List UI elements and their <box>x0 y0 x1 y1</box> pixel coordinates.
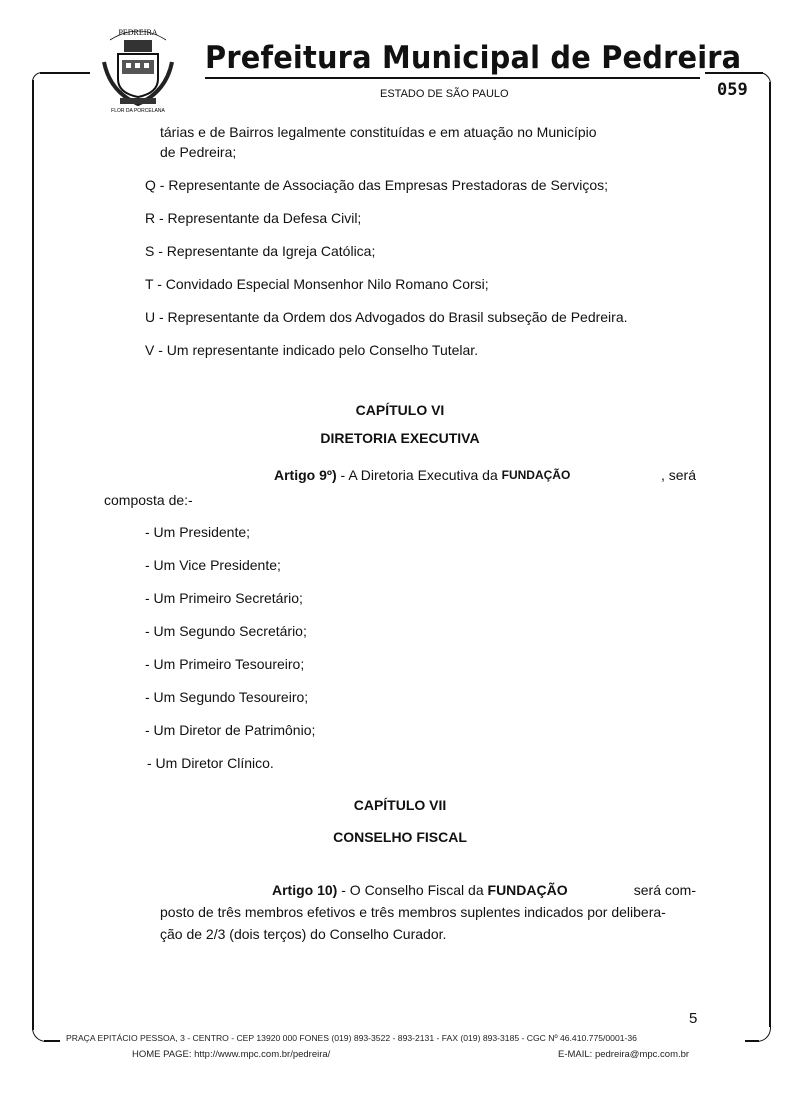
text-bold: FUNDAÇÃO <box>501 468 571 482</box>
frame-corner <box>32 72 43 83</box>
state-subtitle: ESTADO DE SÃO PAULO <box>380 88 509 100</box>
list-item: - Um Diretor de Patrimônio; <box>145 722 316 738</box>
text: será com- <box>633 882 696 898</box>
text: , será <box>660 467 696 483</box>
footer-email: E-MAIL: pedreira@mpc.com.br <box>558 1049 690 1060</box>
frame-bottom-left <box>44 1040 60 1042</box>
frame-bottom-right <box>745 1040 759 1042</box>
text-line: de Pedreira; <box>160 144 237 160</box>
list-item: - Um Primeiro Secretário; <box>145 590 303 606</box>
text-line: composta de:- <box>104 492 193 508</box>
text: - O Conselho Fiscal da <box>337 882 488 898</box>
svg-text:PEDREIRA: PEDREIRA <box>118 28 158 37</box>
svg-text:FLOR DA PORCELANA: FLOR DA PORCELANA <box>111 108 165 114</box>
list-item: R - Representante da Defesa Civil; <box>145 210 362 226</box>
list-item: - Um Vice Presidente; <box>145 557 281 573</box>
list-item: - Um Diretor Clínico. <box>147 755 274 771</box>
frame-right <box>769 82 771 1027</box>
list-item: - Um Segundo Tesoureiro; <box>145 689 309 705</box>
list-item: Q - Representante de Associação das Empresas Prestadoras de Serviços; <box>145 177 609 193</box>
article-10 <box>272 882 696 898</box>
chapter-heading: CAPÍTULO VI <box>355 402 445 418</box>
article-9 <box>274 467 696 483</box>
list-item: T - Convidado Especial Monsenhor Nilo Romano Corsi; <box>145 276 489 292</box>
chapter-subheading: CONSELHO FISCAL <box>333 829 467 845</box>
list-item: S - Representante da Igreja Católica; <box>145 243 376 259</box>
list-item: V - Um representante indicado pelo Conselho Tutelar. <box>145 342 479 358</box>
list-item: - Um Segundo Secretário; <box>145 623 307 639</box>
chapter-heading: CAPÍTULO VII <box>353 797 447 813</box>
footer-address: PRAÇA EPITÁCIO PESSOA, 3 - CENTRO - CEP 13920 000 FONES (019) 893-3522 - 893-2131 - FAX (019) 893-3185 - CGC Nº 46.410.775/0001-36 <box>66 1033 637 1043</box>
text: - A Diretoria Executiva da <box>336 467 502 483</box>
page-number: 5 <box>689 1010 698 1027</box>
chapter-subheading: DIRETORIA EXECUTIVA <box>320 430 480 446</box>
text-line: posto de três membros efetivos e três membros suplentes indicados por delibera- <box>160 904 666 920</box>
article-label: Artigo 9º) <box>274 467 337 483</box>
text-line: ção de 2/3 (dois terços) do Conselho Curador. <box>160 926 447 942</box>
title-underline <box>205 77 700 79</box>
list-item: U - Representante da Ordem dos Advogados do Brasil subseção de Pedreira. <box>145 309 628 325</box>
text-line: tárias e de Bairros legalmente constituídas e em atuação no Município <box>160 124 597 140</box>
article-label: Artigo 10) <box>272 882 338 898</box>
coat-of-arms-logo <box>98 22 178 117</box>
footer-homepage: HOME PAGE: http://www.mpc.com.br/pedreira/ <box>132 1049 331 1060</box>
list-item: - Um Presidente; <box>145 524 251 540</box>
stamp-number: 059 <box>717 80 748 100</box>
text-bold: FUNDAÇÃO <box>487 882 568 898</box>
frame-top-left <box>40 72 90 74</box>
list-item: - Um Primeiro Tesoureiro; <box>145 656 305 672</box>
page-title: Prefeitura Municipal de Pedreira <box>205 40 742 76</box>
frame-left <box>32 80 34 1030</box>
